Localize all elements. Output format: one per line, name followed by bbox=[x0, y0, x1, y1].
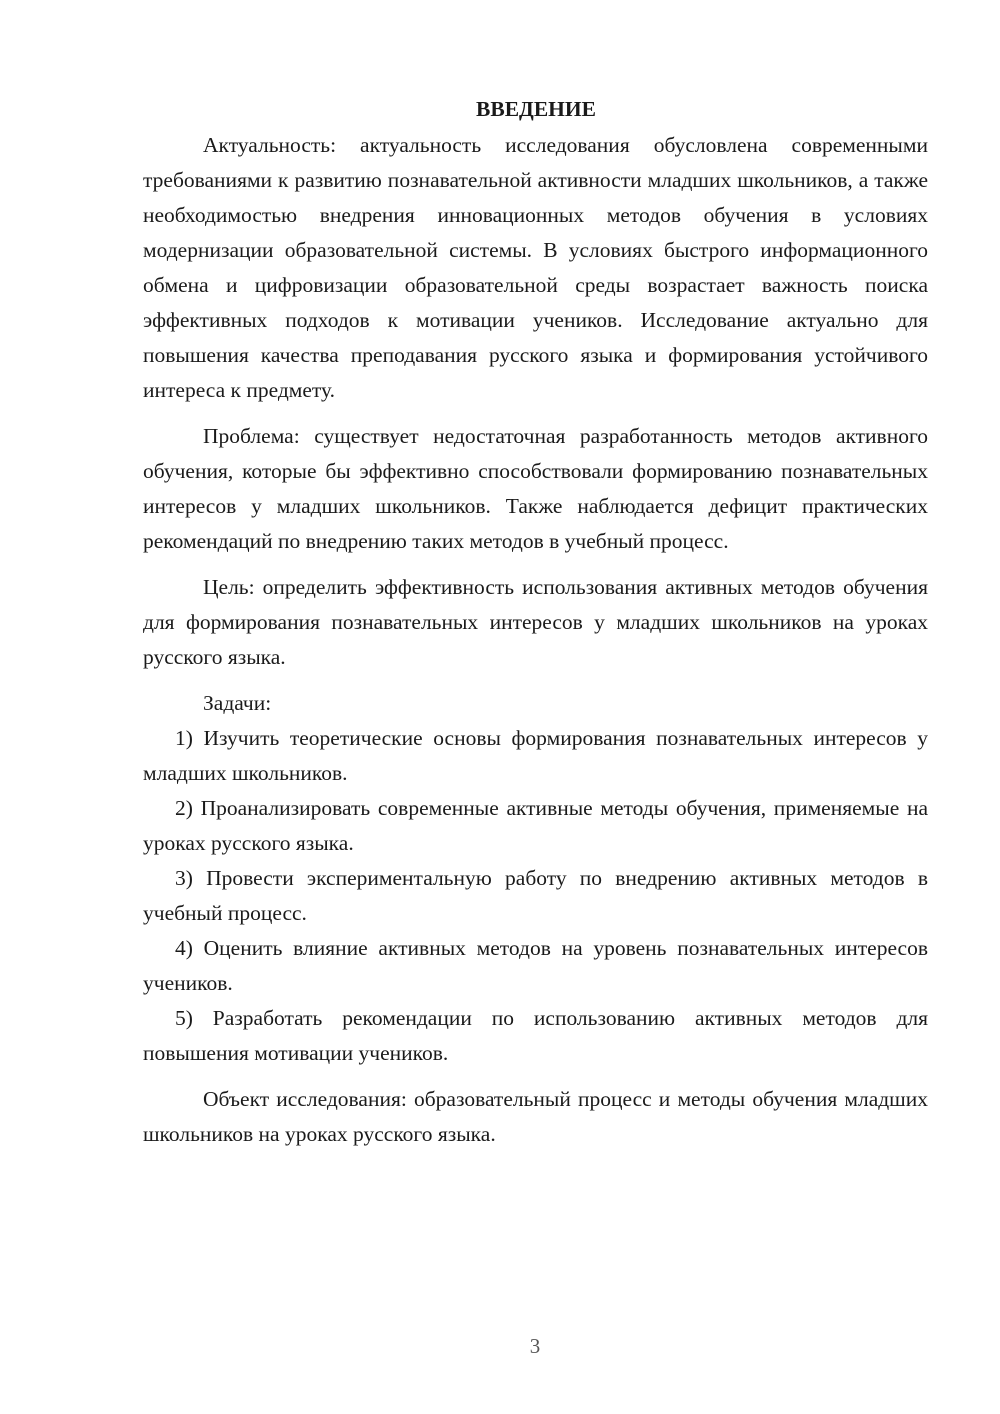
goal-paragraph: Цель: определить эффективность использования активных методов обучения для формирования познавательных интересов у младших школьников на уроках русского языка. bbox=[143, 575, 928, 669]
object-paragraph: Объект исследования: образовательный процесс и методы обучения младших школьников на уроках русского языка. bbox=[143, 1087, 928, 1146]
task-item: 5) Разработать рекомендации по использованию активных методов для повышения мотивации учеников. bbox=[143, 1006, 928, 1065]
problem-paragraph: Проблема: существует недостаточная разработанность методов активного обучения, которые бы эффективно способствовали формированию познавательных интересов у младших школьников. Также наблюдается дефицит практических рекомендаций по внедрению таких методов в учебный процесс. bbox=[143, 424, 928, 553]
page-number: 3 bbox=[529, 1334, 541, 1358]
section-title: ВВЕДЕНИЕ bbox=[476, 97, 596, 121]
task-item: 4) Оценить влияние активных методов на уровень познавательных интересов учеников. bbox=[143, 936, 928, 995]
tasks-list bbox=[143, 721, 928, 1071]
page-body bbox=[143, 92, 928, 1152]
task-item: 2) Проанализировать современные активные методы обучения, применяемые на уроках русского языка. bbox=[143, 796, 928, 855]
relevance-paragraph: Актуальность: актуальность исследования обусловлена современными требованиями к развитию познавательной активности младших школьников, а также необходимостью внедрения инновационных методов обучения в условиях модернизации образовательной системы. В условиях быстрого информационного обмена и цифровизации образовательной среды возрастает важность поиска эффективных подходов к мотивации учеников. Исследование актуально для повышения качества преподавания русского языка и формирования устойчивого интереса к предмету. bbox=[143, 133, 928, 402]
task-item: 3) Провести экспериментальную работу по внедрению активных методов в учебный процесс. bbox=[143, 866, 928, 925]
task-item: 1) Изучить теоретические основы формирования познавательных интересов у младших школьников. bbox=[143, 726, 928, 785]
tasks-heading: Задачи: bbox=[203, 691, 272, 715]
